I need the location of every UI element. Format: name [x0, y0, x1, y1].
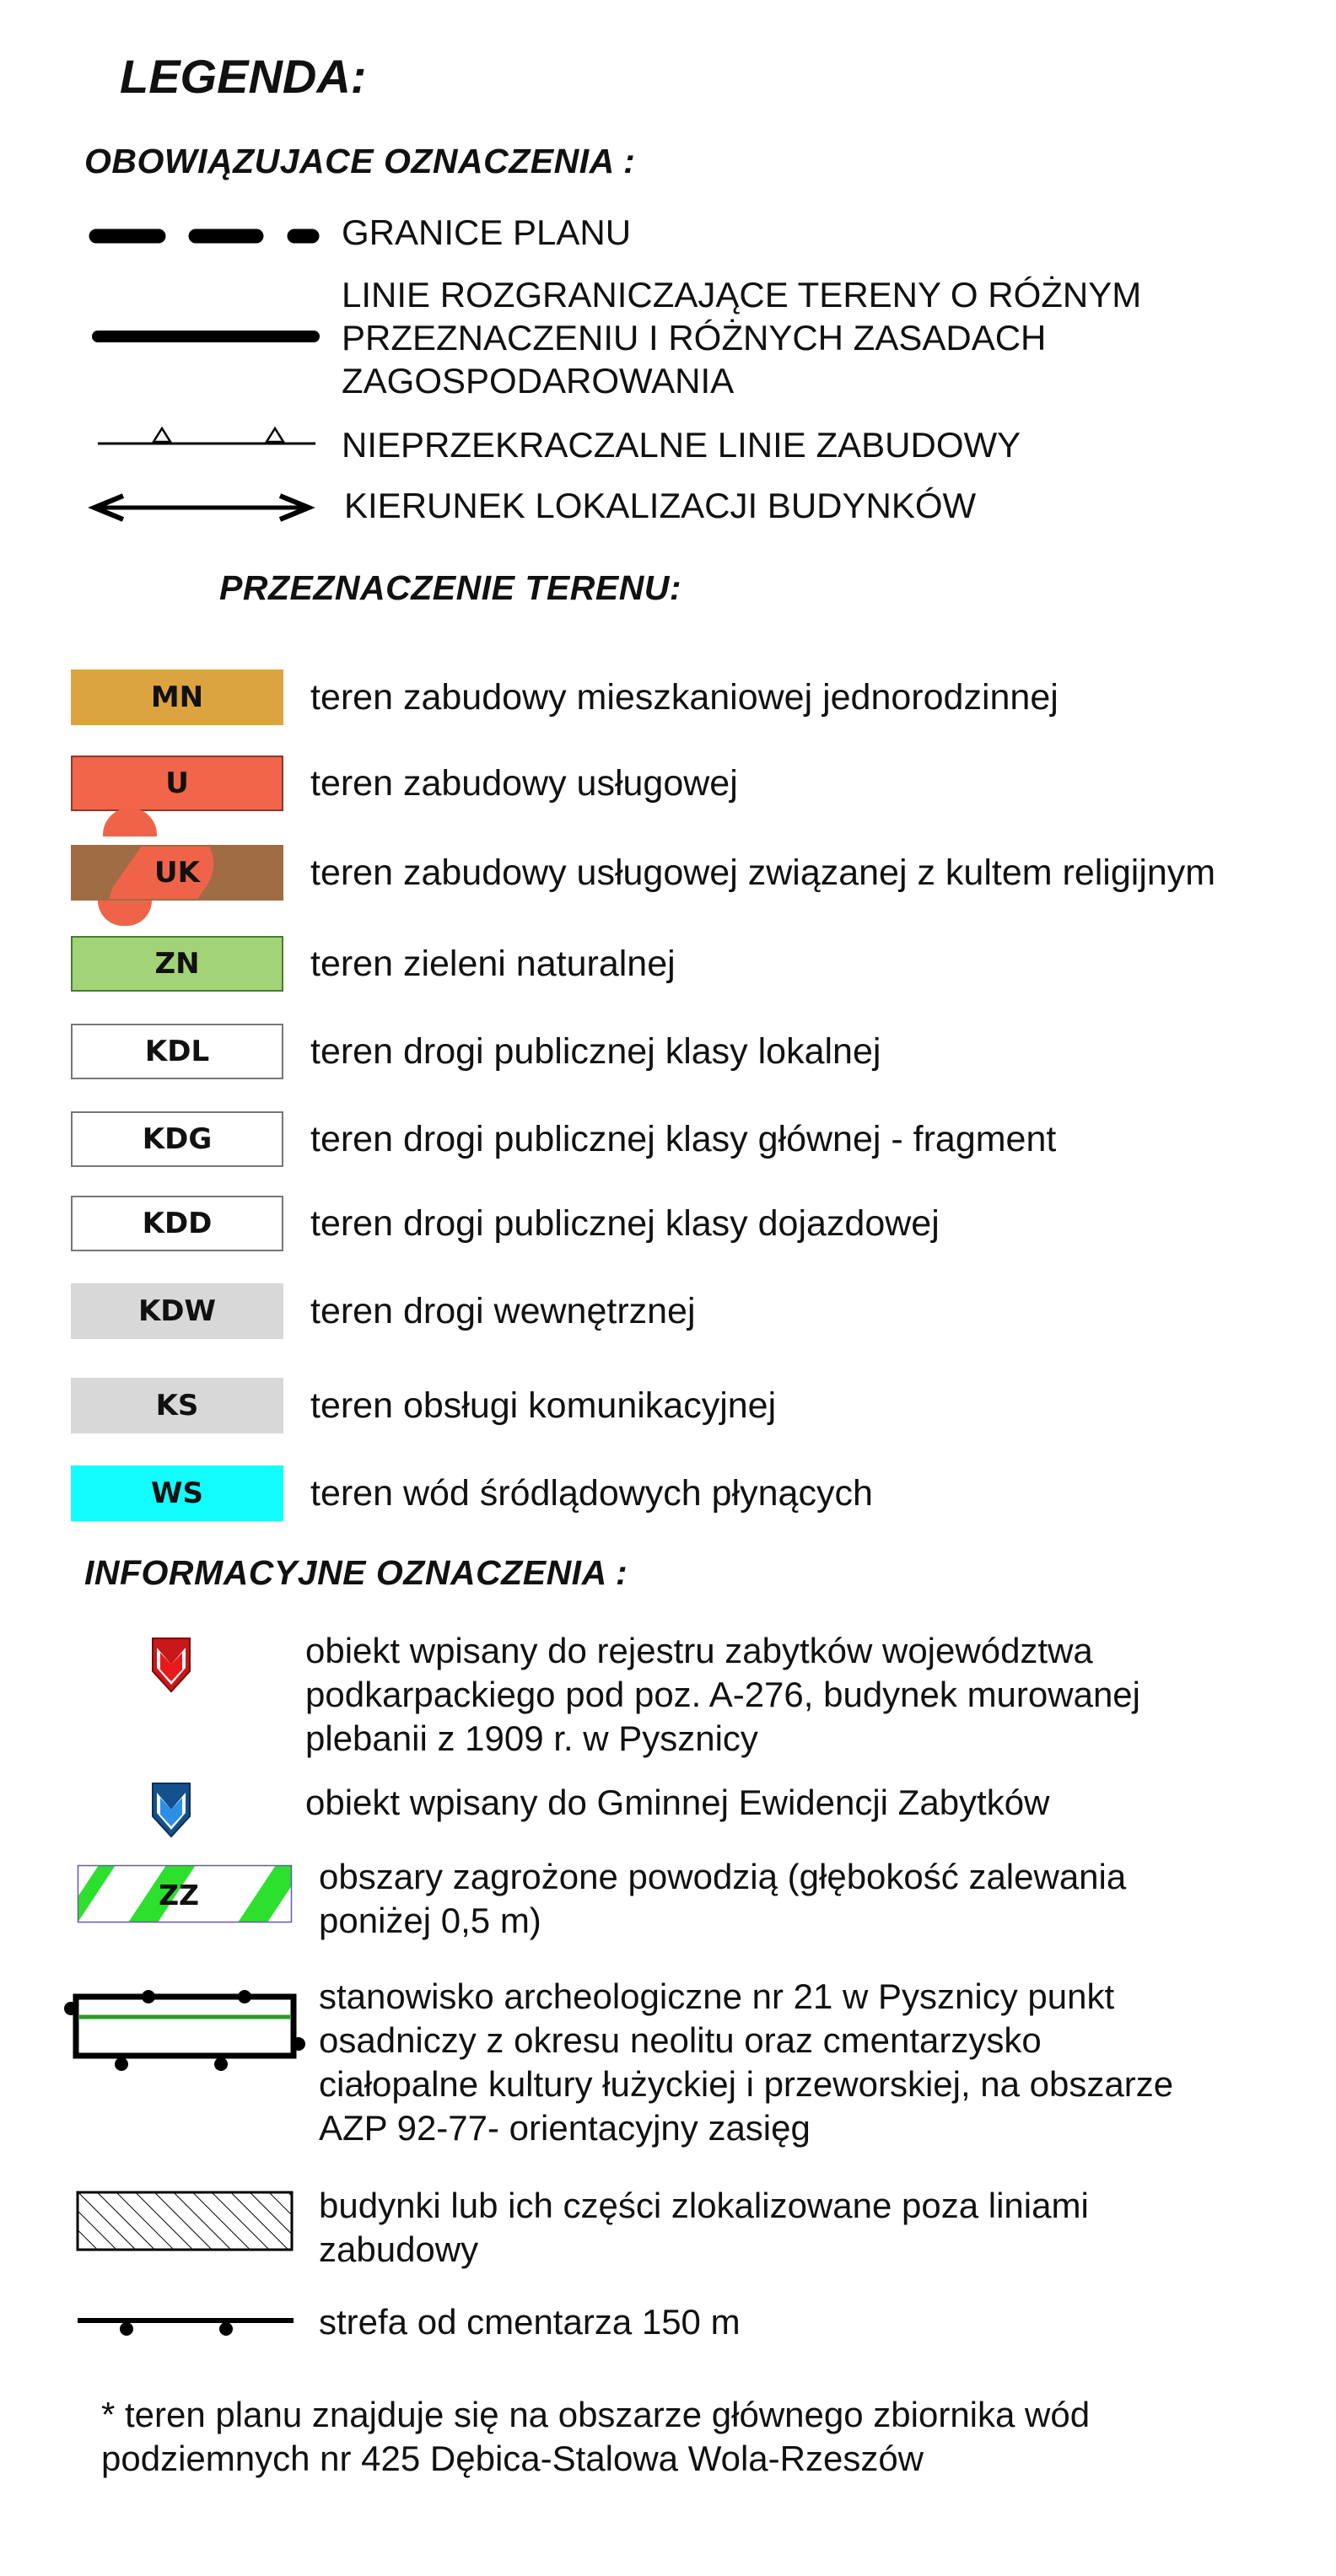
archaeology-line-3: ciałopalne kultury łużyckiej i przeworskiej, na obszarze — [319, 2064, 1174, 2104]
flood-description — [319, 1855, 1126, 1943]
hatched-rectangle-icon — [76, 2191, 295, 2253]
flood-stripes-icon — [78, 1865, 294, 1924]
blue-heritage-shield-icon — [150, 1781, 192, 1840]
footnote-line-1: * teren planu znajduje się na obszarze głównego zbiornika wód — [101, 2395, 1091, 2434]
land-use-code: UK — [154, 856, 200, 890]
land-use-swatch-ks — [71, 1378, 283, 1433]
land-use-code: KDL — [144, 1035, 210, 1068]
binding-section-heading: OBOWIĄZUJACE OZNACZENIA : — [84, 142, 636, 180]
building-direction-label: KIERUNEK LOKALIZACJI BUDYNKÓW — [344, 486, 977, 525]
demarcation-lines-label — [342, 273, 1141, 402]
red-shield-line-2: podkarpackiego pod poz. A-276, budynek murowanej — [305, 1675, 1140, 1714]
land-use-label: teren zieleni naturalnej — [310, 944, 676, 984]
land-use-label: teren drogi publicznej klasy dojazdowej — [310, 1203, 940, 1244]
land-use-heading: PRZEZNACZENIE TERENU: — [219, 568, 682, 607]
land-use-code: MN — [150, 680, 204, 714]
legend-title: LEGENDA: — [120, 50, 367, 103]
land-use-code: KDG — [142, 1122, 213, 1156]
blue-shield-description — [305, 1781, 1049, 1825]
archaeology-line-1: stanowisko archeologiczne nr 21 w Pysznicy punkt — [319, 1976, 1115, 2016]
land-use-swatch-uk — [71, 845, 283, 901]
red-shield-description — [305, 1629, 1140, 1761]
land-use-code: KS — [155, 1389, 199, 1422]
land-use-overlay-spill-bottom — [98, 901, 152, 926]
land-use-swatch-kdw — [71, 1283, 283, 1339]
line-with-dots-icon — [76, 2310, 297, 2341]
double-arrow-icon — [88, 494, 315, 521]
land-use-code: ZN — [154, 947, 200, 981]
blue-shield-line-1: obiekt wpisany do Gminnej Ewidencji Zabytków — [305, 1783, 1050, 1822]
flood-line-1: obszary zagrożone powodzią (głębokość zalewania — [319, 1857, 1127, 1896]
archaeology-line-4: AZP 92-77- orientacyjny zasięg — [319, 2108, 811, 2148]
land-use-label: teren drogi wewnętrznej — [310, 1291, 696, 1331]
land-use-code: WS — [151, 1476, 203, 1510]
hatched-description — [319, 2184, 1089, 2272]
demarcation-line-2: PRZEZNACZENIU I RÓŻNYCH ZASADACH — [342, 318, 1047, 358]
land-use-swatch-u — [71, 756, 283, 811]
land-use-label: teren drogi publicznej klasy lokalnej — [310, 1031, 881, 1072]
archaeology-site-icon — [64, 1987, 309, 2079]
demarcation-line-1: LINIE ROZGRANICZAJĄCE TERENY O RÓŻNYM — [342, 275, 1142, 315]
flood-zone-code: ZZ — [159, 1879, 199, 1912]
land-use-overlay-spill — [103, 808, 157, 836]
land-use-code: U — [165, 766, 189, 800]
land-use-label: teren zabudowy usługowej związanej z kultem religijnym — [310, 852, 1216, 893]
footnote-line-2: podziemnych nr 425 Dębica-Stalowa Wola-Rzeszów — [101, 2439, 924, 2478]
land-use-label: teren obsługi komunikacyjnej — [310, 1385, 777, 1426]
building-line-label: NIEPRZEKRACZALNE LINIE ZABUDOWY — [342, 425, 1021, 465]
cemetery-zone-line-1: strefa od cmentarza 150 m — [319, 2302, 741, 2342]
plan-boundary-label: GRANICE PLANU — [342, 212, 632, 252]
land-use-code: KDW — [137, 1294, 217, 1328]
line-with-triangles-icon — [98, 422, 319, 450]
footnote — [101, 2393, 1090, 2481]
land-use-swatch-mn — [71, 670, 283, 725]
archaeology-description — [319, 1975, 1173, 2150]
land-use-swatch-kdd — [71, 1196, 283, 1251]
archaeology-line-2: osadniczy z okresu neolitu oraz cmentarzysko — [319, 2020, 1042, 2060]
dashed-thick-line-icon — [91, 224, 319, 250]
land-use-swatch-kdg — [71, 1111, 283, 1167]
land-use-label: teren zabudowy usługowej — [310, 763, 738, 804]
land-use-swatch-zn — [71, 936, 283, 992]
hatched-line-1: budynki lub ich części zlokalizowane poza liniami — [319, 2186, 1089, 2225]
land-use-code: KDD — [142, 1207, 213, 1240]
red-shield-line-3: plebanii z 1909 r. w Pysznicy — [305, 1718, 758, 1758]
cemetery-zone-description — [319, 2300, 741, 2344]
red-shield-line-1: obiekt wpisany do rejestru zabytków województwa — [305, 1631, 1093, 1670]
land-use-label: teren wód śródlądowych płynących — [310, 1473, 873, 1514]
red-heritage-shield-icon — [150, 1636, 192, 1695]
info-section-heading: INFORMACYJNE OZNACZENIA : — [84, 1553, 628, 1592]
land-use-label: teren drogi publicznej klasy głównej - fragment — [310, 1119, 1057, 1159]
land-use-swatch-ws — [71, 1465, 283, 1521]
demarcation-line-3: ZAGOSPODAROWANIA — [342, 361, 735, 401]
flood-line-2: poniżej 0,5 m) — [319, 1901, 541, 1940]
hatched-line-2: zabudowy — [319, 2229, 479, 2269]
solid-thick-line-icon — [93, 329, 321, 346]
land-use-swatch-kdl — [71, 1024, 283, 1079]
land-use-label: teren zabudowy mieszkaniowej jednorodzinnej — [310, 677, 1059, 718]
